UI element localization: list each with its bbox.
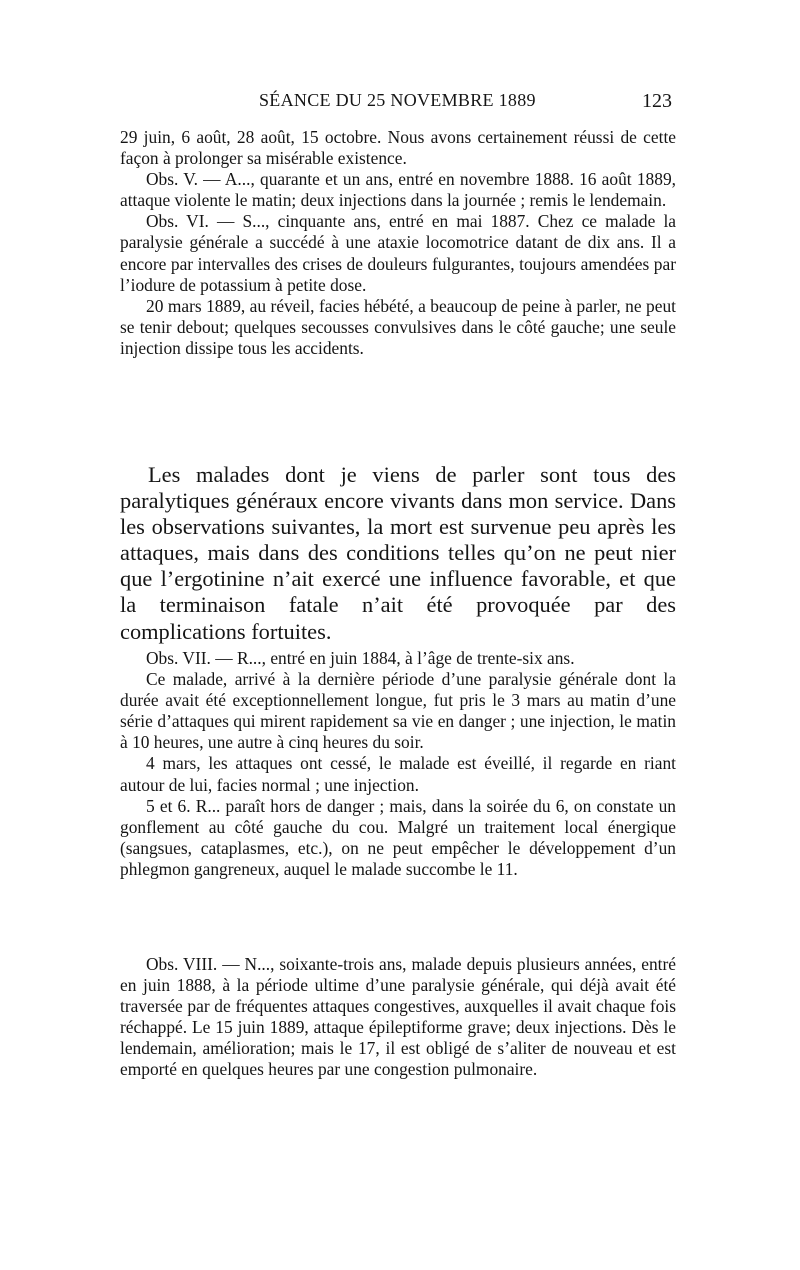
running-title: SÉANCE DU 25 NOVEMBRE 1889 xyxy=(259,90,536,110)
paragraph-obs-vi-march: 20 mars 1889, au réveil, facies hébété, a beaucoup de peine à parler, ne peut se tenir debout; quelques secousses convulsives dans le côté gauche; une seule injection dissipe tous les accidents. xyxy=(120,295,676,358)
paragraph-obs-v: Obs. V. — A..., quarante et un ans, entré en novembre 1888. 16 août 1889, attaque violente le matin; deux injections dans la journée ; remis le lendemain. xyxy=(120,169,676,211)
paragraph-commentary: Les malades dont je viens de parler sont tous des paralytiques généraux encore vivants dans mon service. Dans les observations suivantes, la mort est survenue peu après les attaques, mais dans des conditions telles qu’on ne peut nier que l’ergotinine n’ait exercé une influence favorable, et que la terminaison fatale n’ait été provoquée par des complications fortuites. xyxy=(120,462,676,644)
paragraph-obs-vii-march4: 4 mars, les attaques ont cessé, le malade est éveillé, il regarde en riant autour de lui, facies normal ; une injection. xyxy=(120,753,676,795)
observations-v-vi xyxy=(120,127,676,359)
page-number: 123 xyxy=(642,90,672,112)
paragraph-obs-vii-header: Obs. VII. — R..., entré en juin 1884, à l’âge de trente-six ans. xyxy=(146,648,575,668)
paragraph-continuation: 29 juin, 6 août, 28 août, 15 octobre. Nous avons certainement réussi de cette façon à prolonger sa misérable existence. xyxy=(120,127,676,169)
running-head xyxy=(132,90,672,116)
observation-vii xyxy=(120,648,676,880)
paragraph-obs-viii: Obs. VIII. — N..., soixante-trois ans, malade depuis plusieurs années, entré en juin 1888, à la période ultime d’une paralysie générale, qui déjà avait été traversée par de fréquentes attaques congestives, auxquelles il avait chaque fois réchappé. Le 15 juin 1889, attaque épileptiforme grave; deux injections. Dès le lendemain, amélioration; mais le 17, il est obligé de s’aliter de nouveau et est emporté en quelques heures par une congestion pulmonaire. xyxy=(120,954,676,1080)
observation-viii xyxy=(120,954,676,1081)
paragraph-obs-vi: Obs. VI. — S..., cinquante ans, entré en mai 1887. Chez ce malade la paralysie générale a succédé à une ataxie locomotrice datant de dix ans. Il a encore par intervalles des crises de douleurs fulgurantes, toujours amendées par l’iodure de potassium à petite dose. xyxy=(120,211,676,295)
paragraph-obs-vii-attack: Ce malade, arrivé à la dernière période d’une paralysie générale dont la durée avait été exceptionnellement longue, fut pris le 3 mars au matin d’une série d’attaques qui mirent rapidement sa vie en danger ; une injection, le matin à 10 heures, une autre à cinq heures du soir. xyxy=(120,669,676,753)
commentary-block xyxy=(120,462,676,645)
paragraph-obs-vii-outcome: 5 et 6. R... paraît hors de danger ; mais, dans la soirée du 6, on constate un gonflement au côté gauche du cou. Malgré un traitement local énergique (sangsues, cataplasmes, etc.), on ne peut empêcher le développement d’un phlegmon gangreneux, auquel le malade succombe le 11. xyxy=(120,795,676,879)
